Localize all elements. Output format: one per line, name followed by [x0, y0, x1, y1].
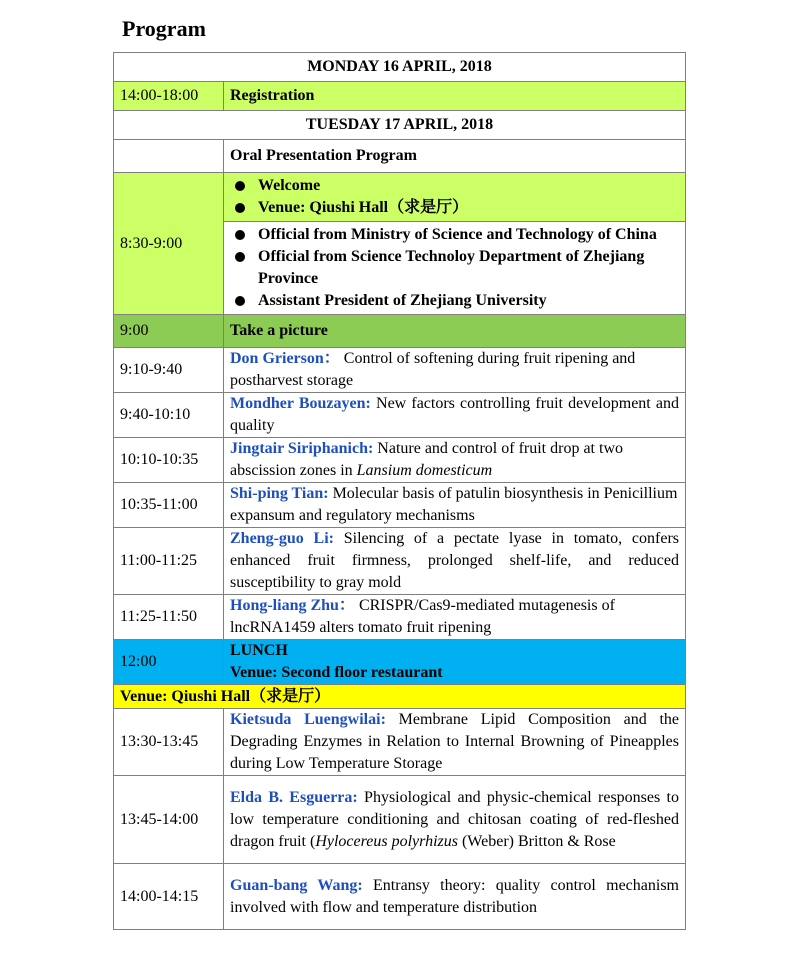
- list-item: Official from Science Technoloy Department of Zhejiang Province: [230, 246, 679, 290]
- talk-title: Membrane Lipid Composition and the Degrading Enzymes in Relation to Internal Browning of Pineapples during Low Temperature Storage: [230, 711, 680, 772]
- time-cell: 10:35-11:00: [114, 483, 224, 528]
- speaker-name: Zheng-guo Li:: [230, 530, 334, 547]
- speaker-name: Guan-bang Wang:: [230, 876, 363, 894]
- time-cell: [114, 140, 224, 173]
- lunch-cell: [224, 640, 686, 685]
- time-cell: 11:00-11:25: [114, 528, 224, 595]
- venue-label: Venue: Qiushi Hall（求是厅）: [114, 685, 686, 709]
- table-row: [114, 685, 686, 709]
- table-row: [114, 140, 686, 173]
- talk-title: Silencing of a pectate lyase in tomato, confers enhanced fruit firmness, prolonged shelf-life, and reduced susceptibility to gray mold: [230, 530, 679, 591]
- table-row: [114, 528, 686, 595]
- talk-cell: [224, 595, 686, 640]
- time-cell: 14:00-18:00: [114, 82, 224, 111]
- talk-title: Molecular basis of patulin biosynthesis in Penicillium expansum and regulatory mechanisms: [230, 485, 678, 524]
- table-row: [114, 173, 686, 315]
- session-title: LUNCH: [230, 642, 288, 659]
- talk-title: New factors controlling fruit development and quality: [230, 395, 679, 434]
- table-row: [114, 438, 686, 483]
- table-row: [114, 111, 686, 140]
- species-name: Lansium domesticum: [356, 462, 493, 479]
- talk-cell: [224, 864, 686, 930]
- time-cell: 14:00-14:15: [114, 864, 224, 930]
- talk-cell: [224, 393, 686, 438]
- table-row: [114, 864, 686, 930]
- speaker-name: Mondher Bouzayen:: [230, 395, 371, 412]
- day-header-monday: MONDAY 16 APRIL, 2018: [114, 53, 686, 82]
- time-cell: 9:10-9:40: [114, 348, 224, 393]
- program-table: [113, 52, 686, 930]
- time-cell: 13:45-14:00: [114, 776, 224, 864]
- time-cell: 8:30-9:00: [114, 173, 224, 315]
- table-row: [114, 53, 686, 82]
- talk-cell: [224, 438, 686, 483]
- table-row: [114, 393, 686, 438]
- session-title: Registration: [224, 82, 686, 111]
- speaker-name: Hong-liang Zhu：: [230, 597, 355, 614]
- talk-cell: [224, 348, 686, 393]
- list-item: Assistant President of Zhejiang University: [230, 290, 679, 312]
- talk-title: Physiological and physic-chemical responses to low temperature conditioning and chitosan coating of red-fleshed dragon fruit (: [230, 788, 679, 850]
- page-title: Program: [122, 16, 206, 41]
- time-cell: 9:40-10:10: [114, 393, 224, 438]
- session-title: Take a picture: [224, 315, 686, 348]
- talk-cell: [224, 528, 686, 595]
- day-header-tuesday: TUESDAY 17 APRIL, 2018: [114, 111, 686, 140]
- venue-label: Venue: Second floor restaurant: [230, 664, 443, 681]
- time-cell: 10:10-10:35: [114, 438, 224, 483]
- list-item: Venue: Qiushi Hall（求是厅）: [230, 197, 679, 219]
- speaker-name: Shi-ping Tian:: [230, 485, 329, 502]
- species-name: Hylocereus polyrhizus: [315, 832, 458, 850]
- list-item: Welcome: [230, 175, 679, 197]
- time-cell: 12:00: [114, 640, 224, 685]
- talk-cell: [224, 776, 686, 864]
- list-item: Official from Ministry of Science and Technology of China: [230, 224, 679, 246]
- table-row: [114, 595, 686, 640]
- talk-title: Entransy theory: quality control mechanism involved with flow and temperature distribution: [230, 876, 680, 916]
- table-row: [114, 709, 686, 776]
- talk-title: CRISPR/Cas9-mediated mutagenesis of lncRNA1459 alters tomato fruit ripening: [230, 597, 615, 636]
- table-row: [114, 348, 686, 393]
- talk-cell: [224, 483, 686, 528]
- time-cell: 13:30-13:45: [114, 709, 224, 776]
- table-row: [114, 82, 686, 111]
- talk-title: Nature and control of fruit drop at two abscission zones in: [230, 440, 623, 479]
- table-row: [114, 315, 686, 348]
- table-row: [114, 776, 686, 864]
- speaker-name: Kietsuda Luengwilai:: [230, 711, 386, 728]
- time-cell: 9:00: [114, 315, 224, 348]
- talk-cell: [224, 709, 686, 776]
- opening-cell: [224, 173, 686, 315]
- speaker-name: Don Grierson：: [230, 350, 340, 367]
- speaker-name: Jingtair Siriphanich:: [230, 440, 374, 457]
- table-row: [114, 483, 686, 528]
- time-cell: 11:25-11:50: [114, 595, 224, 640]
- speaker-name: Elda B. Esguerra:: [230, 788, 358, 806]
- table-row: [114, 640, 686, 685]
- session-title: Oral Presentation Program: [224, 140, 686, 173]
- talk-title-end: (Weber) Britton & Rose: [457, 832, 616, 850]
- talk-title: Control of softening during fruit ripening and postharvest storage: [230, 350, 636, 389]
